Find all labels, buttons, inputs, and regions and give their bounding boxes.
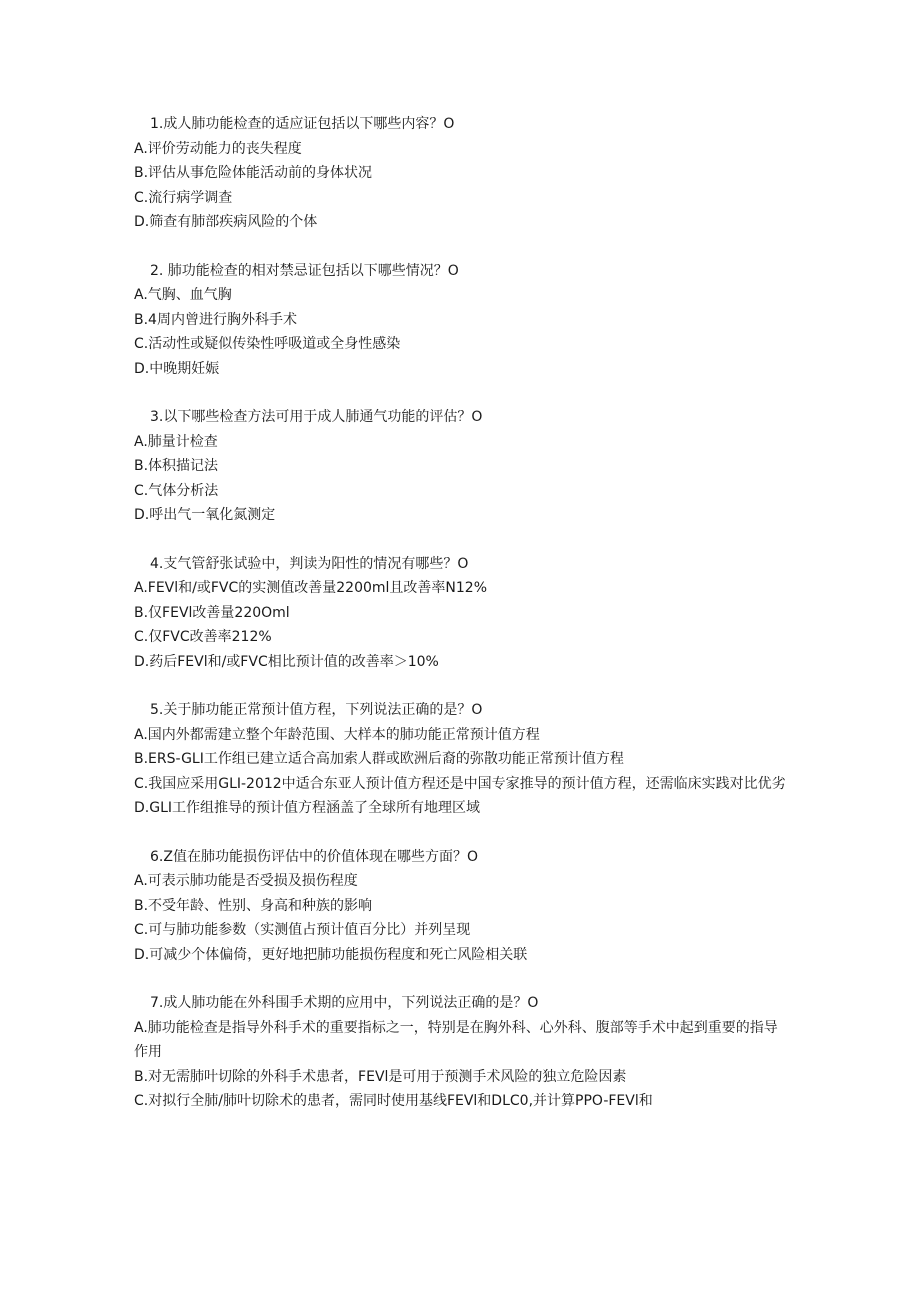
option-b: B.4周内曾进行胸外科手术 (134, 311, 297, 328)
option-a: A.评价劳动能力的丧失程度 (134, 140, 302, 157)
option-c: C.流行病学调查 (134, 189, 233, 206)
option-d: D.GLI工作组推导的预计值方程涵盖了全球所有地理区域 (134, 800, 481, 816)
option-d: D.筛查有肺部疾病风险的个体 (134, 214, 318, 230)
question-text: 5.关于肺功能正常预计值方程，下列说法正确的是？O (150, 702, 483, 718)
question-text: 1.成人肺功能检查的适应证包括以下哪些内容？O (150, 116, 455, 132)
question-text: 4.支气管舒张试验中，判读为阳性的情况有哪些？O (150, 555, 469, 572)
option-c: C.活动性或疑似传染性呼吸道或全身性感染 (134, 336, 401, 352)
document-page (134, 112, 790, 1138)
option-b: B.仅FEVl改善量220Oml (134, 604, 290, 621)
option-d: D.可减少个体偏倚，更好地把肺功能损伤程度和死亡风险相关联 (134, 946, 528, 963)
question-text: 7.成人肺功能在外科围手术期的应用中，下列说法正确的是？O (150, 995, 539, 1011)
question-text: 2. 肺功能检查的相对禁忌证包括以下哪些情况？O (150, 262, 459, 279)
option-c: C.我国应采用GLI-2012中适合东亚人预计值方程还是中国专家推导的预计值方程，还需临床实践对比优劣 (134, 775, 786, 792)
question-block (134, 112, 790, 235)
option-b: B.不受年龄、性别、身高和种族的影响 (134, 897, 373, 914)
question-block (134, 552, 790, 675)
question-text: 6.Z值在肺功能损伤评估中的价值体现在哪些方面？O (150, 848, 478, 865)
option-b: B.评估从事危险体能活动前的身体状况 (134, 165, 373, 181)
option-c: C.可与肺功能参数（实测值占预计值百分比）并列呈现 (134, 922, 471, 938)
option-a: A.气胸、血气胸 (134, 287, 232, 303)
option-d: D.呼出气一氧化氮测定 (134, 507, 276, 523)
question-block (134, 405, 790, 528)
option-b: B.对无需肺叶切除的外科手术患者，FEVl是可用于预测手术风险的独立危险因素 (134, 1068, 627, 1085)
option-c: C.气体分析法 (134, 482, 219, 499)
option-b: B.ERS-GLI工作组已建立适合高加索人群或欧洲后裔的弥散功能正常预计值方程 (134, 751, 624, 767)
question-text: 3.以下哪些检查方法可用于成人肺通气功能的评估？O (150, 409, 483, 425)
option-b: B.体积描记法 (134, 458, 219, 474)
option-c: C.对拟行全肺/肺叶切除术的患者，需同时使用基线FEVl和DLC0,并计算PPO-FEVl和 (134, 1093, 653, 1109)
question-block (134, 845, 790, 968)
question-block (134, 698, 790, 821)
option-c: C.仅FVC改善率212% (134, 629, 272, 645)
option-a: A.FEVl和/或FVC的实测值改善量2200ml且改善率N12% (134, 580, 488, 596)
option-d: D.中晚期妊娠 (134, 360, 220, 377)
question-block (134, 991, 790, 1114)
option-a: A.可表示肺功能是否受损及损伤程度 (134, 873, 358, 889)
option-a: A.肺功能检查是指导外科手术的重要指标之一，特别是在胸外科、心外科、腹部等手术中起到重要的指导作用 (134, 1019, 778, 1060)
option-a: A.肺量计检查 (134, 433, 218, 450)
question-block (134, 259, 790, 382)
option-d: D.药后FEVl和/或FVC相比预计值的改善率＞10% (134, 653, 439, 670)
option-a: A.国内外都需建立整个年龄范围、大样本的肺功能正常预计值方程 (134, 726, 540, 743)
